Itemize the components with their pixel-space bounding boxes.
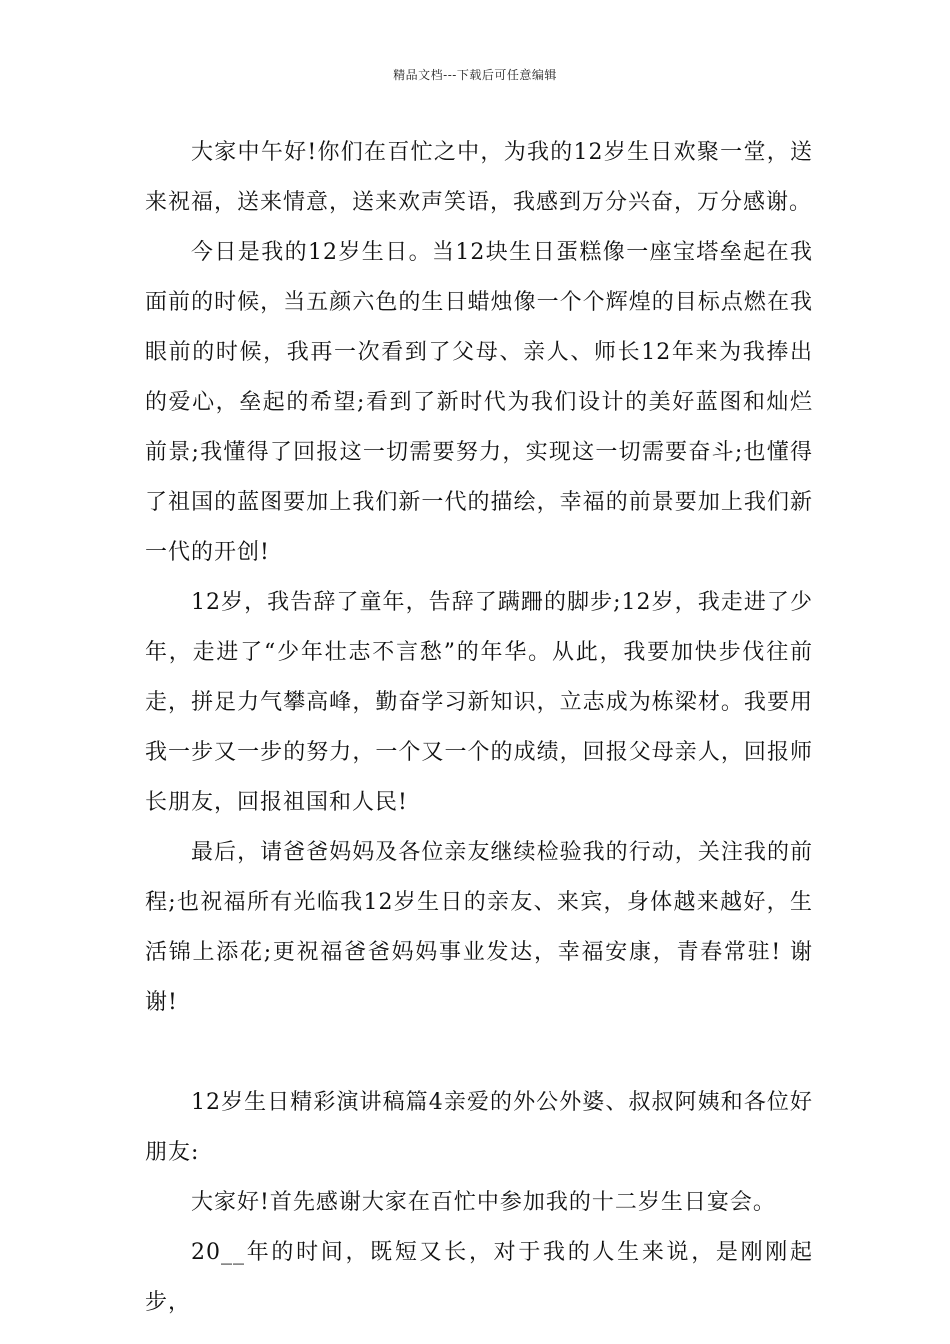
paragraph-welcome: 大家好!首先感谢大家在百忙中参加我的十二岁生日宴会。 [191, 1190, 776, 1215]
section-gap [145, 1028, 813, 1078]
paragraph-speech-4-title: 12岁生日精彩演讲稿篇4亲爱的外公外婆、叔叔阿姨和各位好朋友: [145, 1090, 813, 1165]
paragraph-closing: 最后，请爸爸妈妈及各位亲友继续检验我的行动，关注我的前程;也祝福所有光临我12岁生日的亲友、来宾，身体越来越好，生活锦上添花;更祝福爸爸妈妈事业发达，幸福安康，青春常驻! 谢谢! [145, 840, 813, 1015]
paragraph-youth: 12岁，我告辞了童年，告辞了蹒跚的脚步;12岁，我走进了少年，走进了“少年壮志不言愁”的年华。从此，我要加快步伐往前走，拼足力气攀高峰，勤奋学习新知识，立志成为栋梁材。我要用我一步又一步的努力，一个又一个的成绩，回报父母亲人，回报师长朋友，回报祖国和人民! [145, 590, 813, 815]
paragraph-greeting: 大家中午好!你们在百忙之中，为我的12岁生日欢聚一堂，送来祝福，送来情意，送来欢声笑语，我感到万分兴奋，万分感谢。 [145, 140, 813, 215]
paragraph-twelve-years: 20__年的时间，既短又长，对于我的人生来说，是刚刚起步， [145, 1240, 813, 1315]
document-body [145, 128, 813, 1328]
page-header: 精品文档---下载后可任意编辑 [393, 68, 557, 82]
paragraph-birthday-cake: 今日是我的12岁生日。当12块生日蛋糕像一座宝塔垒起在我面前的时候，当五颜六色的生日蜡烛像一个个辉煌的目标点燃在我眼前的时候，我再一次看到了父母、亲人、师长12年来为我捧出的爱心，垒起的希望;看到了新时代为我们设计的美好蓝图和灿烂前景;我懂得了回报这一切需要努力，实现这一切需要奋斗;也懂得了祖国的蓝图要加上我们新一代的描绘，幸福的前景要加上我们新一代的开创! [145, 240, 813, 565]
